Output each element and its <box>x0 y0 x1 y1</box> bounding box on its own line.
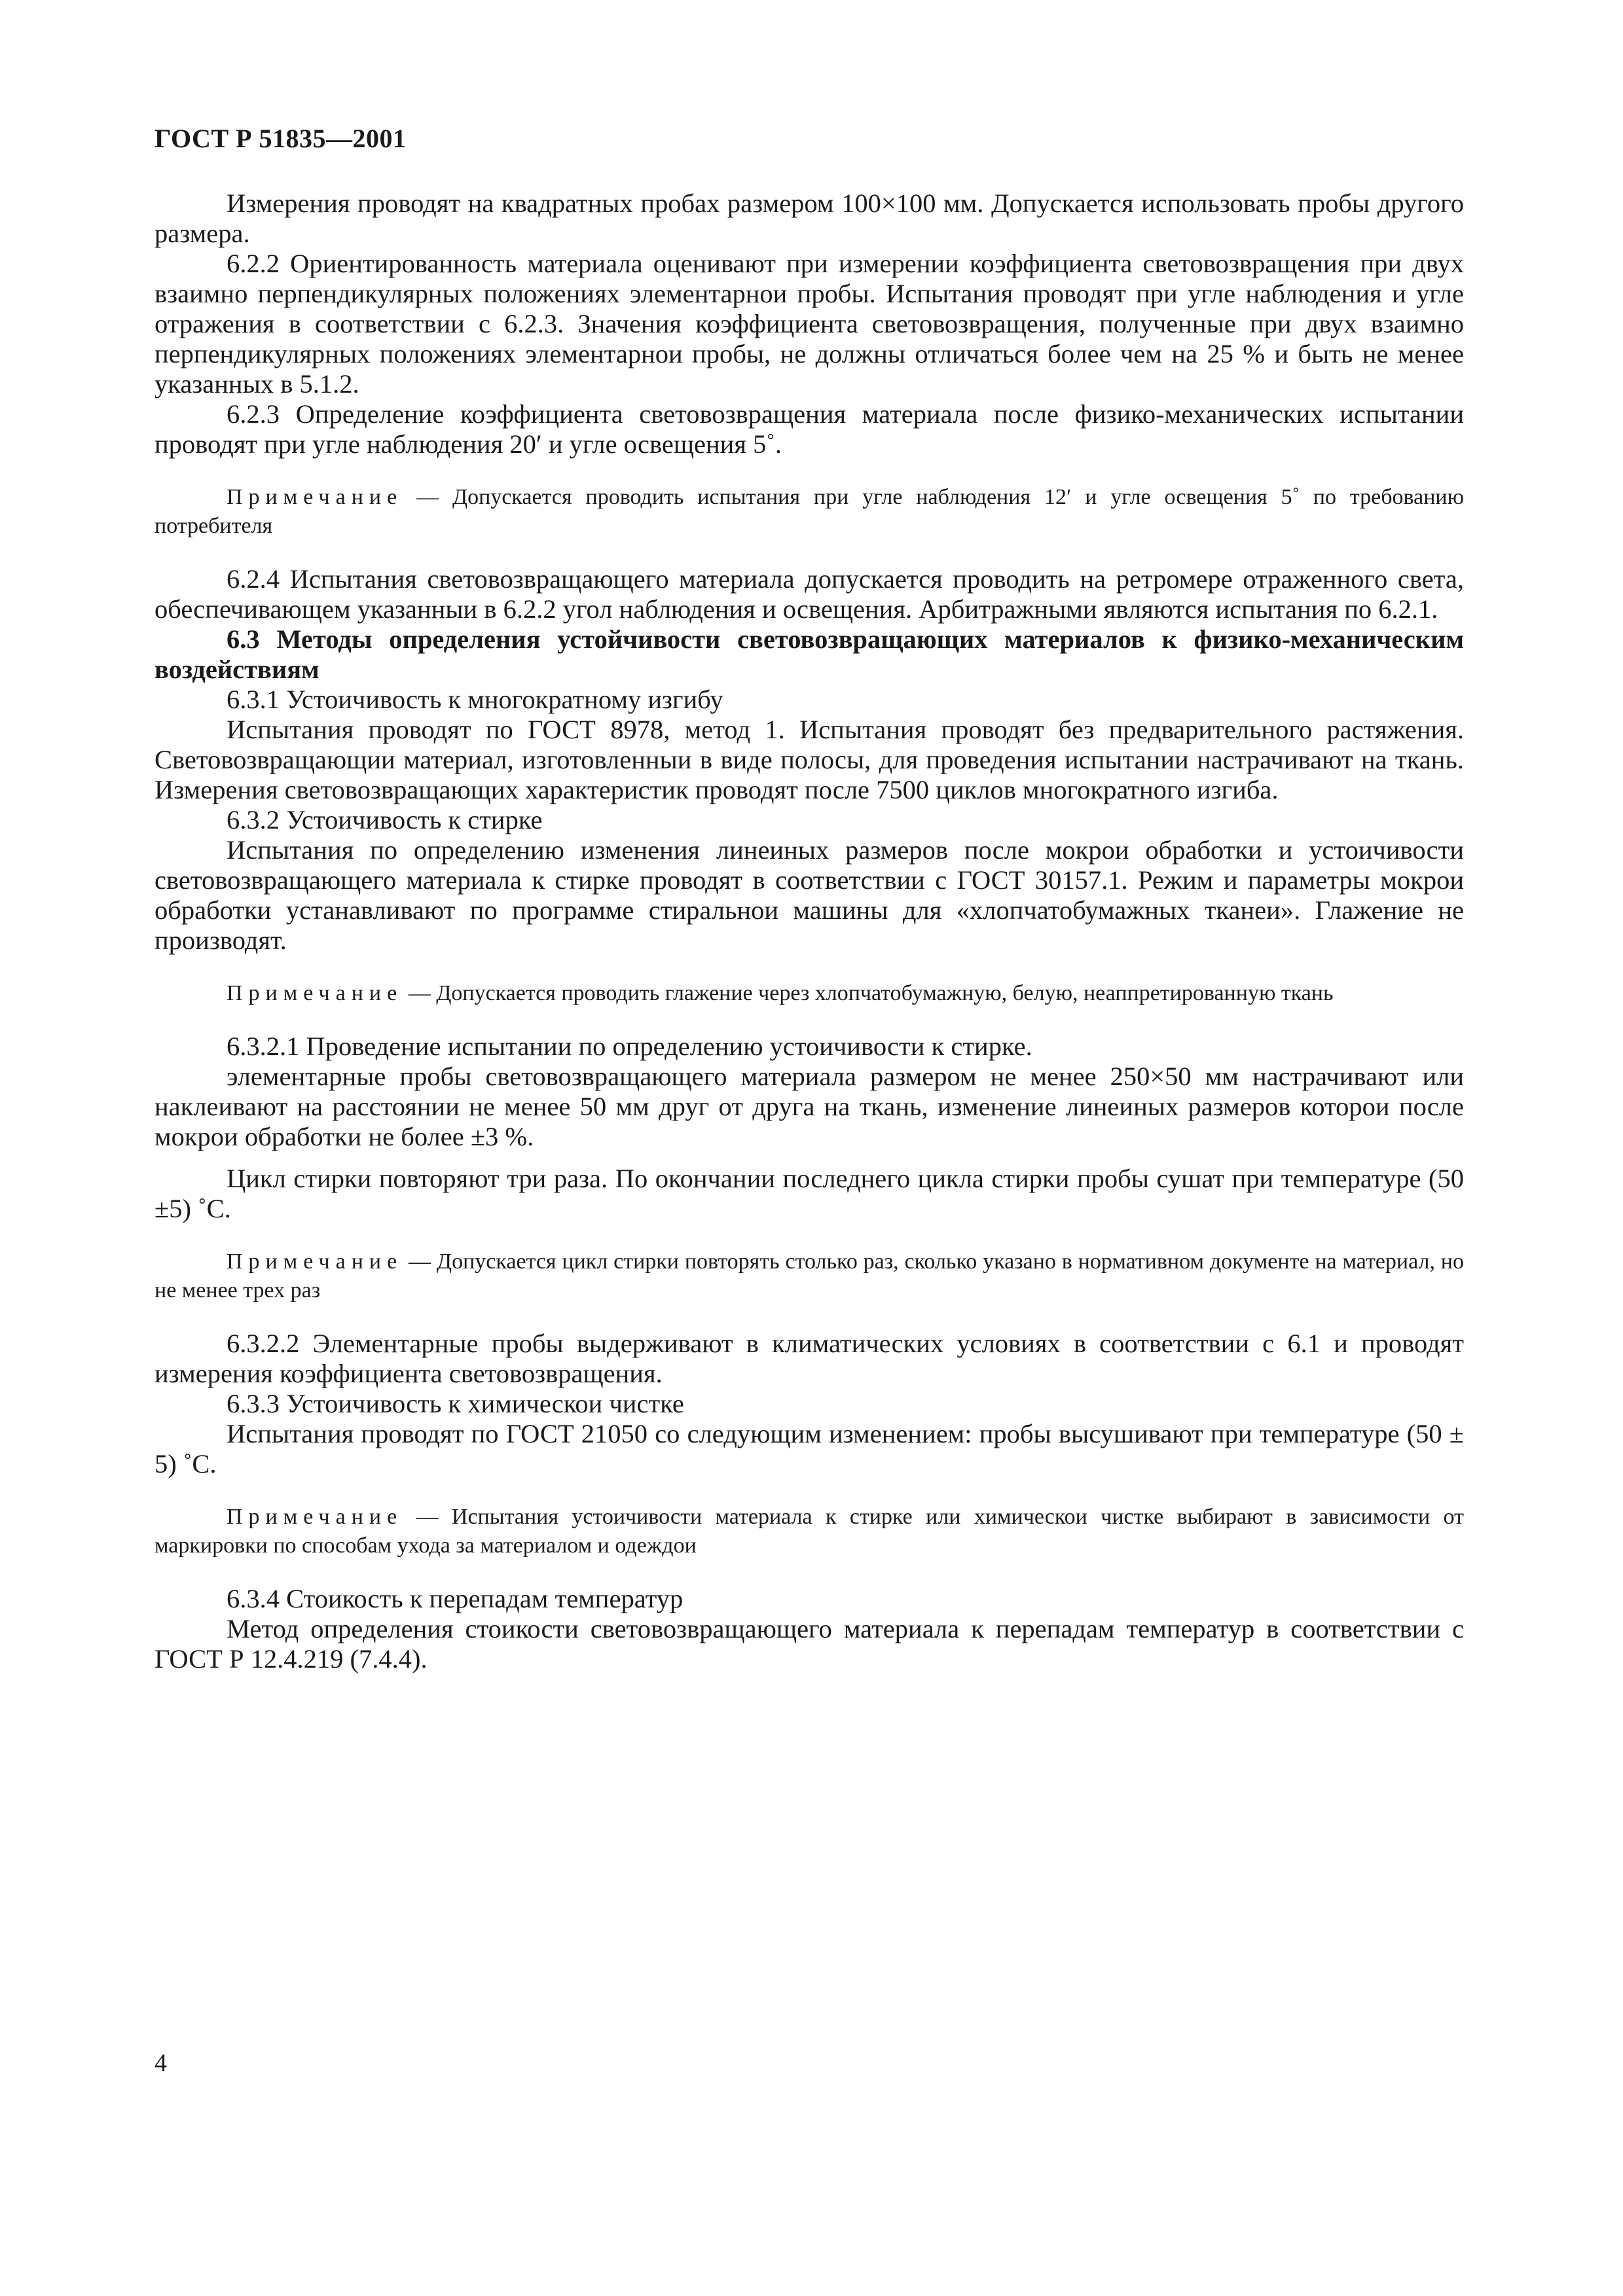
spacer <box>155 1152 1464 1164</box>
document-header: ГОСТ Р 51835—2001 <box>155 124 407 153</box>
subheading-6-3-1: 6.3.1 Устоичивость к многократному изгибу <box>227 685 723 714</box>
note-text: Испытания устоичивости материала к стирке или химическои чистке выбирают в зависимости от маркировки по способам ухода за материалом и одеждои <box>155 1505 1465 1558</box>
paragraph-6-3-3: Испытания проводят по ГОСТ 21050 со следующим изменением: пробы высушивают при температуре (50 ± 5) ˚С. <box>155 1419 1464 1479</box>
subheading-6-3-2-1: 6.3.2.1 Проведение испытании по определению устоичивости к стирке. <box>227 1031 1032 1061</box>
note-label: Примечание <box>227 1249 403 1274</box>
note-3 <box>155 1247 1464 1305</box>
paragraph-wash-cycle: Цикл стирки повторяют три раза. По окончании последнего цикла стирки пробы сушат при температуре (50 ±5) ˚С. <box>155 1164 1464 1223</box>
paragraph-6-2-4: 6.2.4 Испытания световозвращающего материала допускается проводить на ретромере отраженного света, обеспечивающем указанныи в 6.2.2 угол наблюдения и освещения. Арбитражными являются испытания по 6.2.1. <box>155 564 1464 624</box>
note-text: Допускается проводить глажение через хлопчатобумажную, белую, неаппретированную ткань <box>436 981 1334 1005</box>
paragraph-6-3-2: Испытания по определению изменения линеиных размеров после мокрои обработки и устоичивости световозвращающего материала к стирке проводят в соответствии с ГОСТ 30157.1. Режим и параметры мокрои обработки устанавливают по программе стиральнои машины для «хлопчатобумажных тканеи». Глажение не производят. <box>155 835 1464 955</box>
note-dash: — <box>403 485 452 509</box>
note-text: Допускается проводить испытания при угле наблюдения 12′ и угле освещения 5˚ по требованию потребителя <box>155 485 1465 538</box>
note-4 <box>155 1503 1464 1560</box>
subheading-6-3-2: 6.3.2 Устоичивость к стирке <box>227 805 543 834</box>
subheading-6-3-4: 6.3.4 Стоикость к перепадам температур <box>227 1584 684 1613</box>
document-body <box>155 188 1464 1674</box>
section-heading-6-3: 6.3 Методы определения устойчивости световозвращающих материалов к физико-механическим воздействиям <box>155 624 1464 684</box>
paragraph-6-2-3: 6.2.3 Определение коэффициента световозвращения материала после физико-механических испытании проводят при угле наблюдения 20′ и угле освещения 5˚. <box>155 399 1464 459</box>
subheading-6-3-3: 6.3.3 Устоичивость к химическои чистке <box>227 1389 684 1418</box>
paragraph-sample-size: Измерения проводят на квадратных пробах размером 100×100 мм. Допускается использовать пробы другого размера. <box>155 188 1464 248</box>
note-2 <box>155 979 1464 1008</box>
paragraph-6-3-1: Испытания проводят по ГОСТ 8978, метод 1. Испытания проводят без предварительного растяжения. Световозвращающии материал, изготовленныи в виде полосы, для проведения испытании настрачивают на ткань. Измерения световозвращающих характеристик проводят после 7500 циклов многократного изгиба. <box>155 715 1464 804</box>
note-dash: — <box>403 1249 437 1274</box>
paragraph-6-3-2-1: элементарные пробы световозвращающего материала размером не менее 250×50 мм настрачивают или наклеивают на расстоянии не менее 50 мм друг от друга на ткань, изменение линеиных размеров которои после мокрои обработки не более ±3 %. <box>155 1062 1464 1151</box>
note-label: Примечание <box>227 485 403 509</box>
note-dash: — <box>403 1505 452 1529</box>
page-number: 4 <box>155 2049 167 2077</box>
note-text: Допускается цикл стирки повторять столько раз, сколько указано в нормативном документе на материал, но не менее трех раз <box>155 1249 1464 1302</box>
paragraph-6-3-4: Метод определения стоикости световозвращающего материала к перепадам температур в соответствии с ГОСТ Р 12.4.219 (7.4.4). <box>155 1614 1464 1674</box>
note-label: Примечание <box>227 981 403 1005</box>
paragraph-6-3-2-2: 6.3.2.2 Элементарные пробы выдерживают в климатических условиях в соответствии с 6.1 и проводят измерения коэффициента световозвращения. <box>155 1329 1464 1388</box>
note-label: Примечание <box>227 1505 403 1529</box>
note-dash: — <box>403 981 437 1005</box>
note-1 <box>155 483 1464 541</box>
paragraph-6-2-2: 6.2.2 Ориентированность материала оценивают при измерении коэффициента световозвращения при двух взаимно перпендикулярных положениях элементарнои пробы. Испытания проводят при угле наблюдения и угле отражения в соответствии с 6.2.3. Значения коэффициента световозвращения, полученные при двух взаимно перпендикулярных положениях элементарнои пробы, не должны отличаться более чем на 25 % и быть не менее указанных в 5.1.2. <box>155 249 1464 399</box>
